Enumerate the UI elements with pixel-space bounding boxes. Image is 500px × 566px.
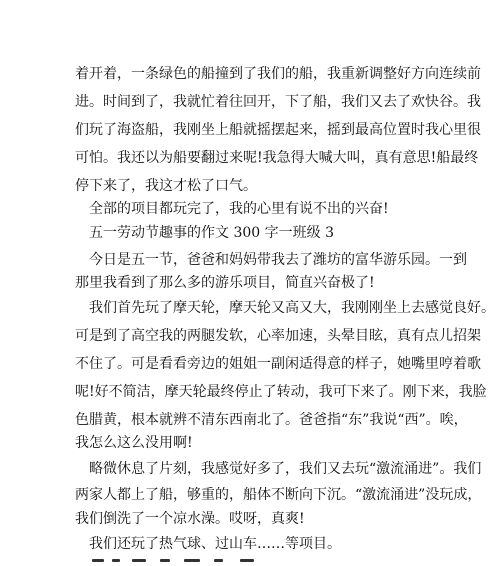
text-line: 全部的项目都玩完了，我的心里有说不出的兴奋! — [89, 201, 389, 217]
text-line: 着开着，一条绿色的船撞到了我们的船，我重新调整好方向连续前 — [75, 66, 481, 82]
text-line: 我怎么这么没用啊! — [75, 435, 193, 451]
section-heading: 五一劳动节趣事的作文 300 字一班级 3 — [89, 225, 334, 241]
text-line: 停下来了，我这才松了口气。 — [75, 178, 257, 194]
text-line: 两家人都上了船，够重的，船体不断向下沉。“激流涌进”没玩成， — [75, 487, 482, 503]
text-line: 那里我看到了那么多的游乐项目，简直兴奋极了! — [75, 275, 375, 291]
text-line: 今日是五一节，爸爸和妈妈带我去了潍坊的富华游乐园。一到 — [89, 252, 467, 268]
text-line: 可是到了高空我的两腿发软，心率加速，头晕目眩，真有点儿招架 — [75, 328, 481, 344]
text-line: 呢!好不简洁，摩天轮最终停止了转动，我可下来了。刚下来，我脸 — [75, 384, 487, 400]
text-line: 我们倒洗了一个凉水澡。哎呀，真爽! — [75, 511, 305, 527]
text-line: 进。时间到了，我就忙着往回开，下了船，我们又去了欢快谷。我 — [75, 94, 481, 110]
text-line: 我们还玩了热气球、过山车……等项目。 — [89, 536, 341, 552]
cut-off-text-fragment — [0, 556, 500, 566]
text-line: 们玩了海盗船，我刚坐上船就摇摆起来，摇到最高位置时我心里很 — [75, 122, 481, 138]
text-line: 色腊黄，根本就辨不清东西南北了。爸爸指“东”我说“西”。唉， — [75, 412, 468, 428]
text-line: 不住了。可是看看旁边的姐姐一副闲适得意的样子，她嘴里哼着歌 — [75, 356, 481, 372]
text-line: 我们首先玩了摩天轮，摩天轮又高又大，我刚刚坐上去感觉良好。 — [89, 300, 495, 316]
text-line: 略微休息了片刻，我感觉好多了，我们又去玩“激流涌进”。我们 — [89, 461, 482, 477]
text-line: 可怕。我还以为船要翻过来呢!我急得大喊大叫，真有意思!船最终 — [75, 150, 479, 166]
